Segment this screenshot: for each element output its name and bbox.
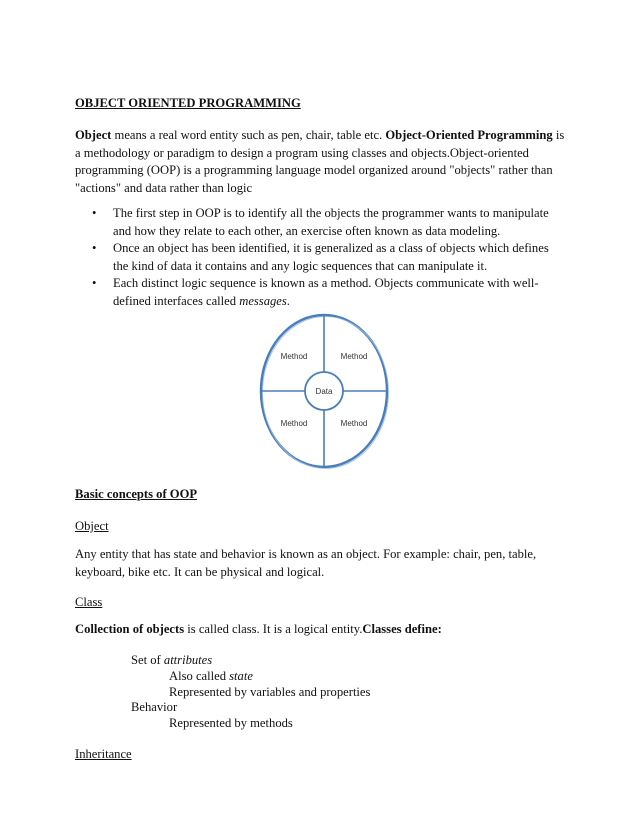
classes-define: Classes define:: [362, 622, 442, 636]
attributes-text: attributes: [163, 653, 213, 667]
object-heading: Object: [75, 519, 109, 533]
class-term: Collection of objects: [75, 622, 185, 636]
intro-term-oop: Object-Oriented Programming: [385, 128, 553, 142]
bullet-text: Once an object has been identified, it is generalized as a class of objects which defines the kind of data it contains and any logic sequences that can manipulate it.: [113, 241, 549, 273]
page-title: OBJECT ORIENTED PROGRAMMING: [75, 96, 301, 110]
set-of-text: Set of: [131, 653, 164, 667]
bullet-dot: •: [92, 241, 97, 255]
method-label-top-left: Method: [280, 352, 308, 361]
intro-text-1: means a real word entity such as pen, chair, table etc.: [111, 128, 386, 142]
intro-term-object: Object: [75, 128, 112, 142]
bullet-text: The first step in OOP is to identify all the objects the programmer wants to manipulate and how they relate to each other, an exercise often known as data modeling.: [113, 206, 549, 238]
set-of-attributes: [131, 652, 212, 670]
bullet-dot: •: [92, 276, 97, 290]
behavior-label: Behavior: [131, 700, 178, 714]
list-item: [75, 240, 565, 275]
method-label-bottom-left: Method: [280, 419, 308, 428]
bullet-text: Each distinct logic sequence is known as a method. Objects communicate with well-defined interfaces called: [113, 276, 539, 308]
bullet-tail: .: [286, 293, 290, 308]
class-text: is called class. It is a logical entity.: [184, 622, 363, 636]
class-paragraph: [75, 621, 565, 639]
intro-text-2: is a methodology or paradigm to design a program using classes and objects.Object-oriented programming (OOP) is a programming language model organized around "objects" rather than "actions" and data rather than logic: [75, 128, 565, 195]
bullet-list: [75, 205, 565, 310]
also-called-text: Also called: [169, 669, 230, 683]
represented-by-methods: Represented by methods: [169, 716, 293, 730]
list-item: [75, 275, 565, 310]
bullet-emphasis: messages: [239, 293, 287, 308]
basic-concepts-heading: Basic concepts of OOP: [75, 487, 198, 501]
method-label-top-right: Method: [340, 352, 368, 361]
object-paragraph: Any entity that has state and behavior is known as an object. For example: chair, pen, table, keyboard, bike etc. It can be physical and logical.: [75, 547, 537, 579]
class-heading: Class: [75, 595, 103, 609]
state-text: state: [229, 669, 253, 683]
data-label: Data: [315, 387, 333, 396]
intro-paragraph: [75, 127, 565, 197]
list-item: [75, 205, 565, 240]
oop-diagram: [257, 311, 391, 471]
also-called-state: [169, 668, 253, 686]
method-label-bottom-right: Method: [340, 419, 368, 428]
inheritance-heading: Inheritance: [75, 747, 132, 761]
represented-by-variables: Represented by variables and properties: [169, 685, 371, 699]
bullet-dot: •: [92, 206, 97, 220]
